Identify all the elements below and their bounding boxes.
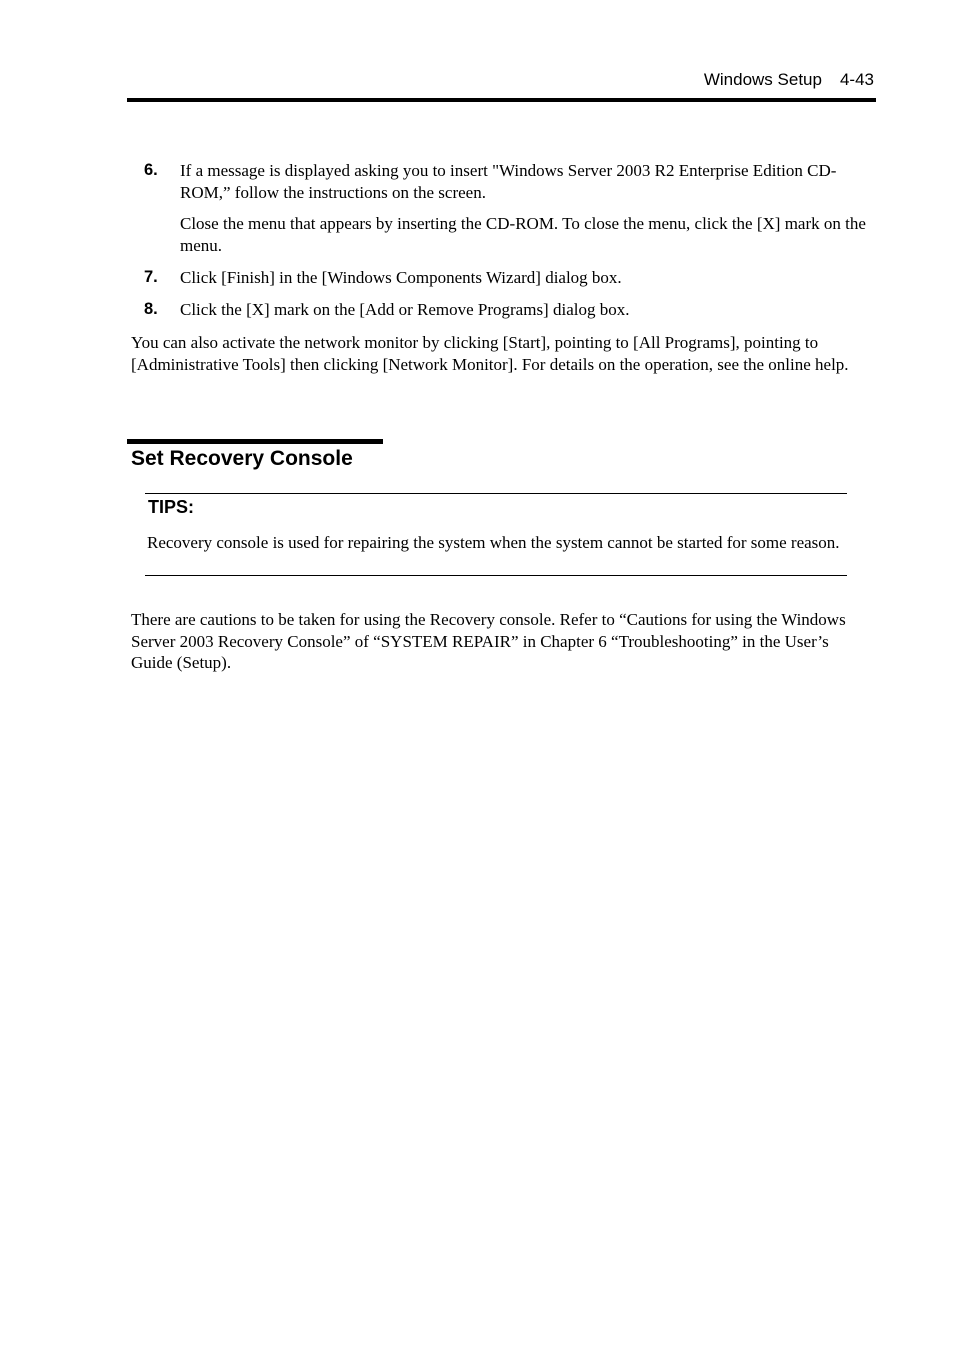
cautions-paragraph: There are cautions to be taken for using the Recovery console. Refer to “Cautions for using the Windows Server 2003 Recovery Console” of “SYSTEM REPAIR” in Chapter 6 “Troubleshooting” in the User’s Guide (Setup).	[131, 610, 846, 672]
section-title: Set Recovery Console	[131, 447, 353, 470]
network-monitor-note: You can also activate the network monitor by clicking [Start], pointing to [All Programs], pointing to [Administrative Tools] then clicking [Network Monitor]. For details on the operation, see the online help.	[131, 333, 849, 374]
step-number: 7.	[144, 268, 158, 286]
step-8	[144, 299, 884, 321]
tips-body: Recovery console is used for repairing the system when the system cannot be started for some reason.	[147, 533, 840, 552]
step-subtext: Close the menu that appears by inserting the CD-ROM. To close the menu, click the [X] mark on the menu.	[180, 214, 866, 255]
section-bar	[127, 439, 383, 444]
tips-label: TIPS:	[148, 497, 195, 517]
page-header	[704, 70, 874, 90]
step-number: 6.	[144, 161, 158, 179]
step-text: Click [Finish] in the [Windows Components Wizard] dialog box.	[180, 268, 622, 287]
page-number: 4-43	[839, 70, 874, 89]
header-divider	[127, 98, 876, 102]
step-6	[144, 160, 884, 256]
step-text: Click the [X] mark on the [Add or Remove Programs] dialog box.	[180, 300, 630, 319]
tips-top-rule	[145, 493, 847, 494]
step-number: 8.	[144, 300, 158, 318]
tips-bottom-rule	[145, 575, 847, 576]
header-section-title: Windows Setup	[703, 70, 822, 89]
step-text: If a message is displayed asking you to insert "Windows Server 2003 R2 Enterprise Edition CD-ROM,” follow the instructions on the screen.	[180, 161, 837, 202]
step-7	[144, 267, 884, 289]
